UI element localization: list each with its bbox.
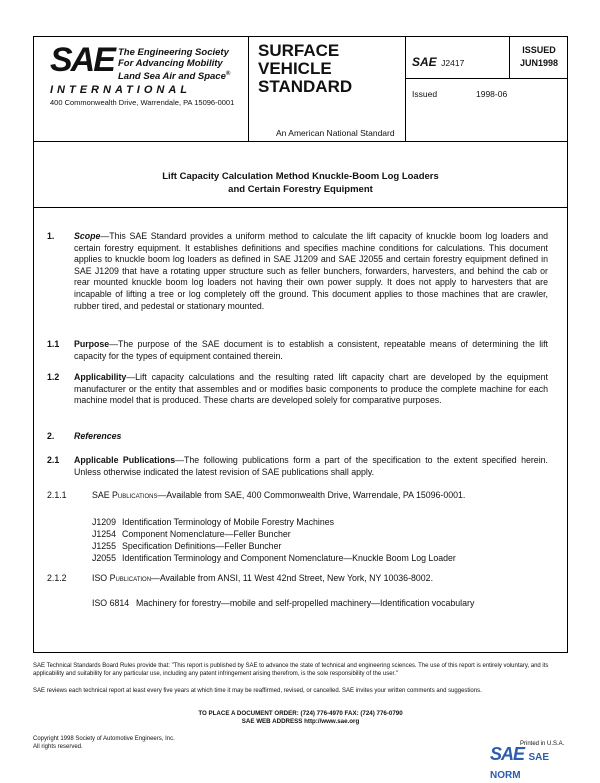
section-2-heading: References bbox=[74, 431, 122, 441]
reference-desc: Identification Terminology and Component Nomenclature—Knuckle Boom Log Loader bbox=[122, 553, 456, 563]
section-2-1-2-text: —Available from ANSI, 11 West 42nd Street, New York, NY 10036-8002. bbox=[151, 573, 434, 583]
section-2-1-number: 2.1 bbox=[47, 455, 60, 465]
stamp-sae: SAE bbox=[490, 744, 525, 764]
std-line-2: VEHICLE bbox=[258, 59, 332, 78]
section-2-1-1-heading: SAE Publications bbox=[92, 490, 158, 500]
section-1-1-purpose bbox=[74, 339, 548, 362]
document-title bbox=[33, 170, 568, 196]
section-2-1-2 bbox=[92, 573, 548, 585]
section-2-1-heading: Applicable Publications bbox=[74, 455, 176, 465]
section-2-1-2-number: 2.1.2 bbox=[47, 573, 67, 583]
issued-row-value: 1998-06 bbox=[476, 89, 508, 99]
doc-number-block bbox=[412, 53, 464, 71]
section-2-1-1 bbox=[92, 490, 548, 502]
policy-text-1: SAE Technical Standards Board Rules provide that: "This report is published by SAE to advance the state of technical and engineering sciences. The use of this report is entirely voluntary, and its applicability and suitability for any particular use, including any patent infringement arising therefrom, is the sole responsibility of the user." bbox=[33, 663, 549, 677]
section-1-2-applicability bbox=[74, 372, 548, 407]
header-vrule-2 bbox=[405, 36, 406, 141]
section-1-1-text: —The purpose of the SAE document is to establish a consistent, repeatable means of determining the lift capacity for the types of equipment contained therein. bbox=[74, 339, 548, 361]
header-divider bbox=[33, 141, 568, 142]
section-1-scope bbox=[74, 231, 548, 312]
section-1-1-heading: Purpose bbox=[74, 339, 110, 349]
section-1-number: 1. bbox=[47, 231, 55, 241]
reference-code: J1209 bbox=[92, 517, 116, 527]
issued-label: ISSUED bbox=[522, 45, 556, 55]
section-2-1-1-number: 2.1.1 bbox=[47, 490, 67, 500]
reference-code: J2055 bbox=[92, 553, 116, 563]
society-tagline bbox=[118, 47, 230, 82]
standard-type bbox=[258, 42, 352, 96]
society-line-3: Land Sea Air and Space bbox=[118, 71, 226, 83]
stamp-norm: SAE NORM bbox=[490, 752, 550, 781]
registered-mark: ® bbox=[225, 71, 231, 77]
title-line-1: Lift Capacity Calculation Method Knuckle-Boom Log Loaders bbox=[162, 171, 439, 182]
order-line: TO PLACE A DOCUMENT ORDER: (724) 776-4970 FAX: (724) 776-0790 bbox=[198, 710, 403, 717]
std-line-1: SURFACE bbox=[258, 41, 340, 60]
reference-code: J1255 bbox=[92, 541, 116, 551]
web-address: SAE WEB ADDRESS http://www.sae.org bbox=[241, 718, 360, 725]
reference-desc: Component Nomenclature—Feller Buncher bbox=[122, 529, 291, 539]
issued-date: JUN1998 bbox=[519, 58, 559, 68]
reference-code: J1254 bbox=[92, 529, 116, 539]
reference-item bbox=[92, 516, 456, 528]
reference-desc: Specification Definitions—Feller Buncher bbox=[122, 541, 282, 551]
sae-logo: SAE bbox=[50, 41, 114, 79]
sae-norm-stamp bbox=[490, 744, 572, 781]
section-2-1-publications bbox=[74, 455, 548, 478]
american-national-standard: An American National Standard bbox=[276, 128, 395, 138]
header-hrule-right bbox=[405, 78, 568, 79]
section-1-heading: Scope bbox=[74, 231, 101, 241]
reference-desc: Identification Terminology of Mobile Forestry Machines bbox=[122, 517, 335, 527]
section-2-1-text: —The following publications form a part of the specification to the extent specified herein. Unless otherwise indicated the latest revision of SAE publications shall apply. bbox=[74, 455, 548, 477]
std-line-3: STANDARD bbox=[258, 77, 353, 96]
header-vrule-3 bbox=[509, 36, 510, 78]
order-info bbox=[33, 710, 568, 726]
section-2-1-2-heading: ISO Publication bbox=[92, 573, 152, 583]
section-2-number: 2. bbox=[47, 431, 55, 441]
copyright-line-1: Copyright 1998 Society of Automotive Engineers, Inc. bbox=[33, 736, 175, 742]
printed-in: Printed in U.S.A. bbox=[520, 741, 565, 747]
reference-item bbox=[92, 552, 456, 564]
title-divider bbox=[33, 207, 568, 208]
section-1-text: —This SAE Standard provides a uniform method to calculate the lift capacity of knuckle boom log loaders and certain forestry equipment. It establishes definitions and specifies machine conditions for calculations. This document applies to knuckle boom log loaders as defined in SAE J1209 and SAE J2055 and certain forestry equipment defined in SAE J1209 that have a rotating upper structure such as feller bunchers, forwarders, harvesters, and behind the cab or rear mounted knuckle boom log loaders not having their own power supply. It does not apply to harvesters that are incapable of lifting a tree or log completely off the ground. This document applies to those machines that are crawler, rubber tired, and pedestal or stationary mounted. bbox=[74, 231, 548, 311]
international-label: INTERNATIONAL bbox=[50, 84, 192, 96]
issued-block bbox=[512, 44, 566, 70]
section-1-2-heading: Applicability bbox=[74, 372, 127, 382]
section-1-1-number: 1.1 bbox=[47, 339, 60, 349]
section-2-1-1-text: —Available from SAE, 400 Commonwealth Drive, Warrendale, PA 15096-0001. bbox=[157, 490, 466, 500]
sae-reference-list bbox=[92, 516, 456, 564]
society-line-1: The Engineering Society bbox=[118, 47, 229, 58]
iso-desc: Machinery for forestry—mobile and self-propelled machinery—Identification vocabulary bbox=[136, 598, 475, 608]
iso-reference bbox=[92, 598, 552, 610]
section-1-2-text: —Lift capacity calculations and the resulting rated lift capacity chart are developed by the equipment manufacturer or the entity that assembles and or modifies basic components to produce the complete machine for each machine model that is produced. These charts are developed solely for comparative purposes. bbox=[74, 372, 548, 406]
sae-address: 400 Commonwealth Drive, Warrendale, PA 15096-0001 bbox=[50, 98, 235, 107]
society-line-2: For Advancing Mobility bbox=[118, 58, 223, 69]
section-1-2-number: 1.2 bbox=[47, 372, 60, 382]
doc-number: J2417 bbox=[441, 58, 465, 68]
reference-item bbox=[92, 540, 456, 552]
issued-row-label: Issued bbox=[412, 89, 438, 99]
iso-code: ISO 6814 bbox=[92, 598, 130, 608]
doc-sae-mark: SAE bbox=[412, 55, 437, 69]
copyright-line-2: All rights reserved. bbox=[33, 744, 83, 750]
copyright bbox=[33, 735, 175, 751]
title-line-2: and Certain Forestry Equipment bbox=[228, 184, 373, 195]
policy-text-2: SAE reviews each technical report at least every five years at which time it may be reaffirmed, revised, or cancelled. SAE invites your written comments and suggestions. bbox=[33, 688, 482, 694]
header-vrule-1 bbox=[248, 36, 249, 141]
reference-item bbox=[92, 528, 456, 540]
